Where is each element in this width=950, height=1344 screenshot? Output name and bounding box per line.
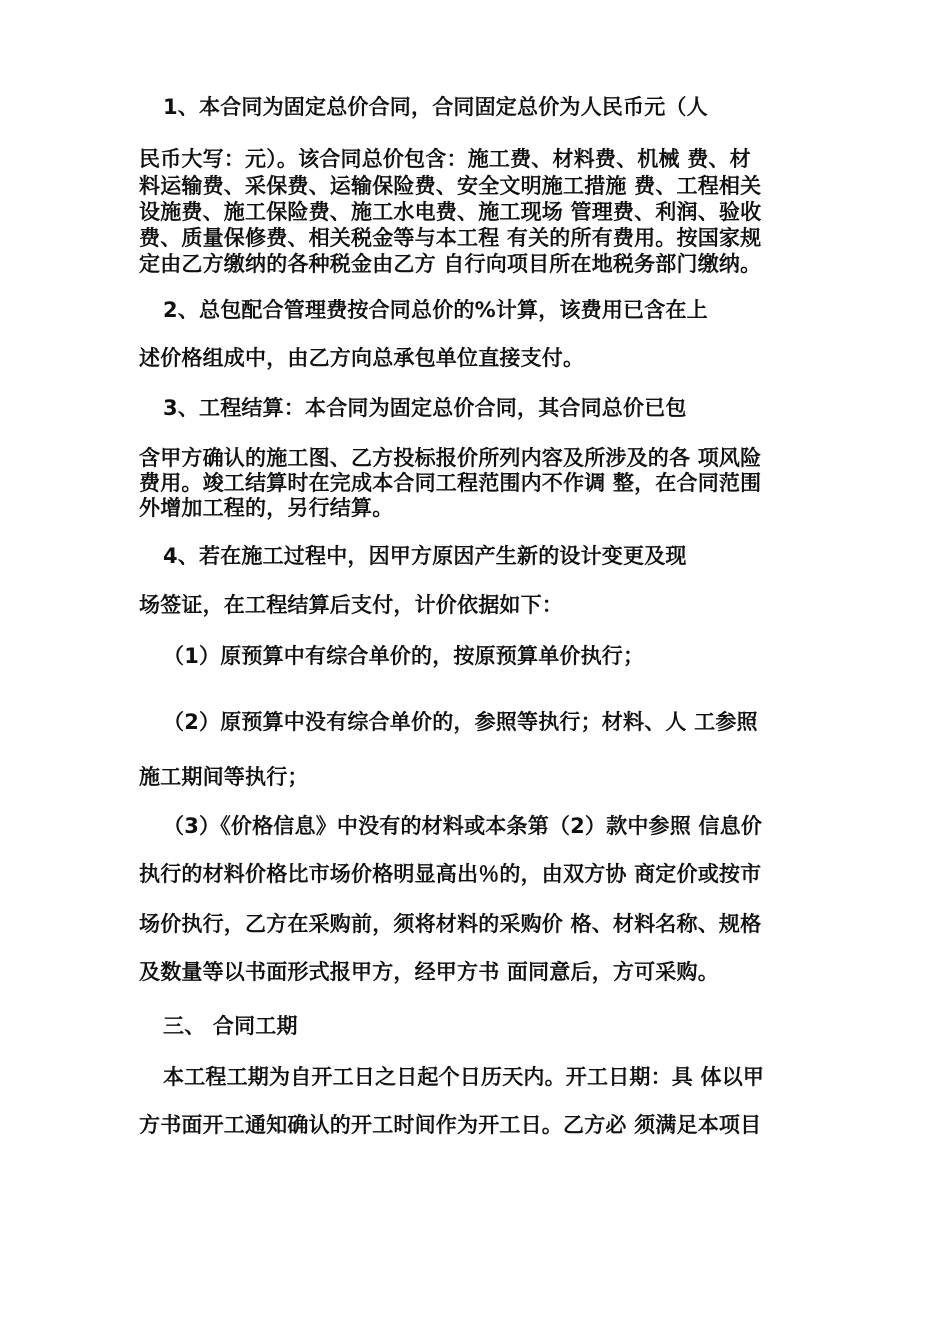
paragraph-4-line-2: 场签证，在工程结算后支付，计价依据如下： (139, 593, 563, 617)
paragraph-3-line-3: 费用。竣工结算时在完成本合同工程范围内不作调 整，在合同范围 (139, 471, 762, 495)
pricing-rule-3-line-4: 及数量等以书面形式报甲方，经甲方书 面同意后，方可采购。 (139, 960, 719, 984)
paragraph-3-line-2: 含甲方确认的施工图、乙方投标报价所列内容及所涉及的各 项风险 (139, 446, 762, 470)
paragraph-2-line-2: 述价格组成中，由乙方向总承包单位直接支付。 (139, 346, 585, 370)
contract-period-line-2: 方书面开工通知确认的开工时间作为开工日。乙方必 须满足本项目 (139, 1113, 762, 1137)
pricing-rule-1: （1）原预算中有综合单价的，按原预算单价执行； (163, 644, 645, 668)
pricing-rule-3-line-1: （3）《价格信息》中没有的材料或本条第（2）款中参照 信息价 (163, 814, 763, 838)
paragraph-1-line-2: 民币大写：元）。该合同总价包含：施工费、材料费、机械 费、材 (139, 147, 751, 171)
section-heading-contract-period: 三、 合同工期 (163, 1014, 298, 1038)
paragraph-3-line-1: 3、工程结算：本合同为固定总价合同，其合同总价已包 (163, 396, 687, 420)
pricing-rule-3-line-3: 场价执行，乙方在采购前，须将材料的采购价 格、材料名称、规格 (139, 912, 762, 936)
paragraph-4-line-1: 4、若在施工过程中，因甲方原因产生新的设计变更及现 (163, 544, 687, 568)
pricing-rule-2-line-2: 施工期间等执行； (139, 765, 309, 789)
paragraph-1-line-1: 1、本合同为固定总价合同，合同固定总价为人民币元（人 (163, 95, 708, 119)
paragraph-1-line-4: 设施费、施工保险费、施工水电费、施工现场 管理费、利润、验收 (139, 200, 762, 224)
paragraph-2-line-1: 2、总包配合管理费按合同总价的%计算，该费用已含在上 (163, 298, 708, 322)
paragraph-1-line-6: 定由乙方缴纳的各种税金由乙方 自行向项目所在地税务部门缴纳。 (139, 252, 762, 276)
pricing-rule-2-line-1: （2）原预算中没有综合单价的，参照等执行；材料、人 工参照 (163, 710, 758, 734)
pricing-rule-3-line-2: 执行的材料价格比市场价格明显高出％的，由双方协 商定价或按市 (139, 862, 762, 886)
contract-period-line-1: 本工程工期为自开工日之日起个日历天内。开工日期：具 体以甲 (163, 1065, 765, 1089)
paragraph-1-line-3: 料运输费、采保费、运输保险费、安全文明施工措施 费、工程相关 (139, 174, 762, 198)
paragraph-1-line-5: 费、质量保修费、相关税金等与本工程 有关的所有费用。按国家规 (139, 226, 762, 250)
paragraph-3-line-4: 外增加工程的，另行结算。 (139, 496, 394, 520)
